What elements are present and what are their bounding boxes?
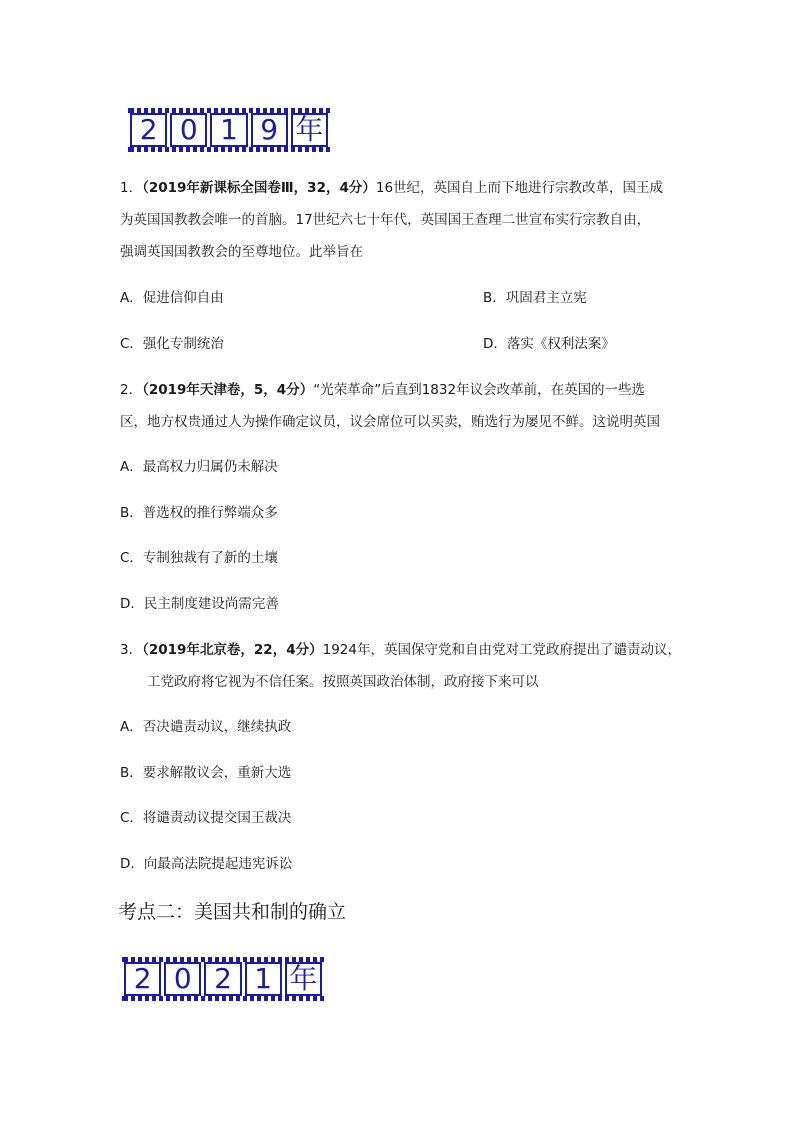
question-3 (120, 634, 681, 698)
option-a: A．最高权力归属仍未解决 (120, 459, 278, 475)
question-line: 区，地方权贵通过人为操作确定议员，议会席位可以买卖，贿选行为屡见不鲜。这说明英国 (120, 414, 660, 430)
banner-char: 2 (130, 113, 167, 147)
banner-char: 2 (204, 962, 241, 996)
question-line (120, 634, 681, 666)
option-c: C．强化专制统治 (120, 336, 224, 352)
question-2 (120, 374, 660, 438)
option-a: A．否决谴责动议，继续执政 (120, 719, 292, 735)
question-source: （2019年天津卷，5，4分） (142, 382, 314, 398)
option-b: B．巩固君主立宪 (483, 290, 587, 306)
banner-char: 年 (285, 962, 322, 996)
banner-char: 0 (164, 962, 201, 996)
question-line: 工党政府将它视为不信任案。按照英国政治体制，政府接下来可以 (147, 674, 539, 690)
option-c: C．将谴责动议提交国王裁决 (120, 810, 292, 826)
banner-char: 1 (245, 962, 282, 996)
option-b: B．要求解散议会，重新大选 (120, 765, 292, 781)
banner-char: 1 (210, 113, 247, 147)
year-banner-2021 (122, 957, 324, 1001)
question-source: （2019年北京卷，22，4分） (142, 642, 323, 658)
question-text: “光荣革命”后直到1832年议会改革前，在英国的一些选 (313, 382, 646, 398)
question-source: （2019年新课标全国卷Ⅲ，32，4分） (142, 180, 376, 196)
question-1 (120, 172, 663, 268)
banner-char: 0 (170, 113, 207, 147)
question-line: 强调英国国教教会的至尊地位。此举旨在 (120, 244, 363, 260)
option-b: B．普选权的推行弊端众多 (120, 505, 278, 521)
banner-char: 年 (291, 113, 328, 147)
year-banner-2019 (128, 108, 330, 152)
question-number: 2． (120, 382, 143, 398)
question-line (120, 172, 663, 204)
option-d: D．民主制度建设尚需完善 (120, 596, 279, 612)
question-text: 16世纪，英国自上而下地进行宗教改革，国王成 (375, 180, 664, 196)
question-number: 1． (120, 180, 143, 196)
option-c: C．专制独裁有了新的土壤 (120, 550, 278, 566)
banner-char: 9 (251, 113, 288, 147)
question-text: 1924年，英国保守党和自由党对工党政府提出了谴责动议， (322, 642, 681, 658)
film-strip-bottom (122, 996, 324, 1001)
option-a: A．促进信仰自由 (120, 290, 224, 306)
film-strip-bottom (128, 147, 330, 152)
question-line (120, 374, 660, 406)
option-d: D．向最高法院提起违宪诉讼 (120, 856, 293, 872)
banner-char: 2 (124, 962, 161, 996)
question-line: 为英国国教教会唯一的首脑。17世纪六七十年代，英国国王查理二世宣布实行宗教自由， (120, 212, 651, 228)
section-heading: 考点二：美国共和制的确立 (118, 901, 347, 923)
option-d: D．落实《权利法案》 (483, 336, 615, 352)
question-number: 3． (120, 642, 143, 658)
